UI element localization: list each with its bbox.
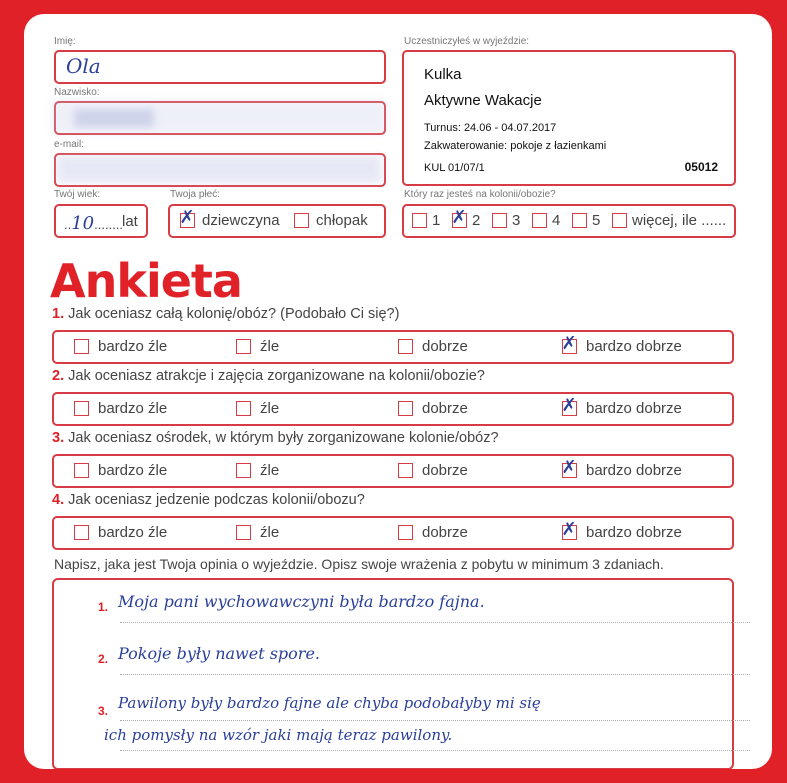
opinion-2-text: Pokoje były nawet spore. [118,644,320,663]
surname-label: Nazwisko: [54,87,100,98]
opinion-3-text-line1: Pawilony były bardzo fajne ale chyba podobałyby mi się [118,694,541,712]
q4-checkbox-bad[interactable] [236,525,251,540]
question-2-options [52,392,734,426]
checkmark-icon: ✗ [179,207,195,228]
q2-checkbox-very-bad[interactable] [74,401,89,416]
q4-checkbox-very-bad[interactable] [74,525,89,540]
question-number: 3. [52,430,65,446]
q4-checkbox-very-good[interactable] [561,519,577,540]
question-4-options [52,516,734,550]
times-checkbox-more[interactable] [612,213,627,228]
q3-option-good: dobrze [422,462,468,479]
q1-option-good: dobrze [422,338,468,355]
trip-program: Aktywne Wakacje [424,92,542,109]
q1-option-very-bad: bardzo źle [98,338,168,355]
gender-checkbox-boy[interactable] [294,213,309,228]
checkmark-icon: ✗ [561,395,577,416]
email-field[interactable] [54,153,386,187]
question-4 [52,492,365,508]
q4-option-very-good: bardzo dobrze [586,524,682,541]
survey-sheet [24,14,772,769]
checkmark-icon: ✗ [561,333,577,354]
times-option-3: 3 [512,212,521,229]
times-checkbox-5[interactable] [572,213,587,228]
gender-option-boy: chłopak [316,212,368,229]
q2-checkbox-very-good[interactable] [561,395,577,416]
question-text: Jak oceniasz całą kolonię/obóz? (Podobało Ci się?) [68,306,400,322]
q1-option-bad: źle [260,338,280,355]
q1-checkbox-very-good[interactable] [561,333,577,354]
times-option-1: 1 [432,212,441,229]
trip-accommodation: Zakwaterowanie: pokoje z łazienkami [424,140,607,152]
times-checkbox-4[interactable] [532,213,547,228]
times-option-5: 5 [592,212,601,229]
q2-option-very-good: bardzo dobrze [586,400,682,417]
checkmark-icon: ✗ [561,457,577,478]
q4-option-very-bad: bardzo źle [98,524,168,541]
q2-checkbox-good[interactable] [398,401,413,416]
q4-checkbox-good[interactable] [398,525,413,540]
times-label: Który raz jesteś na kolonii/obozie? [404,189,556,200]
redaction-overlay [52,100,386,134]
question-1-options [52,330,734,364]
question-number: 1. [52,306,65,322]
q3-option-very-bad: bardzo źle [98,462,168,479]
trip-code: KUL 01/07/1 [424,162,485,174]
trip-turnus: Turnus: 24.06 - 04.07.2017 [424,122,557,134]
question-text: Jak oceniasz ośrodek, w którym były zorganizowane kolonie/obóz? [68,430,499,446]
times-option-4: 4 [552,212,561,229]
q4-option-bad: źle [260,524,280,541]
q1-checkbox-good[interactable] [398,339,413,354]
name-label: Imię: [54,36,76,47]
question-1 [52,306,399,322]
age-field[interactable]: ..10........ lat [54,204,148,238]
age-value: 10 [71,213,95,234]
gender-option-girl: dziewczyna [202,212,280,229]
age-label: Twój wiek: [54,189,101,200]
opinion-prompt: Napisz, jaka jest Twoja opinia o wyjeździe. Opisz swoje wrażenia z pobytu w minimum 3 zdaniach. [54,556,664,572]
times-checkbox-1[interactable] [412,213,427,228]
times-checkbox-3[interactable] [492,213,507,228]
gender-checkbox-girl[interactable] [179,207,195,228]
q3-checkbox-very-bad[interactable] [74,463,89,478]
opinion-number: 2. [98,652,109,666]
trip-info-box [402,50,736,186]
trip-name: Kulka [424,66,462,83]
opinion-textarea[interactable] [52,578,734,769]
question-2 [52,368,485,384]
q2-option-very-bad: bardzo źle [98,400,168,417]
times-checkbox-2[interactable] [451,207,467,228]
email-label: e-mail: [54,139,85,150]
age-dots: ........ [94,217,124,232]
opinion-3-text-line2: ich pomysły na wzór jaki mają teraz pawilony. [104,726,453,744]
gender-group [168,204,386,238]
trip-number: 05012 [684,160,718,174]
question-text: Jak oceniasz atrakcje i zajęcia zorganizowane na kolonii/obozie? [68,368,485,384]
name-field[interactable] [54,50,386,84]
q1-checkbox-bad[interactable] [236,339,251,354]
question-number: 2. [52,368,65,384]
question-number: 4. [52,492,65,508]
gender-label: Twoja płeć: [170,189,221,200]
participant-label: Uczestniczyłeś w wyjeździe: [404,36,530,47]
q3-option-bad: źle [260,462,280,479]
q2-checkbox-bad[interactable] [236,401,251,416]
times-option-2: 2 [472,212,481,229]
question-3 [52,430,499,446]
q2-option-bad: źle [260,400,280,417]
survey-title: Ankieta [50,254,242,308]
q3-option-very-good: bardzo dobrze [586,462,682,479]
age-unit: lat [122,213,138,230]
dotted-line [120,674,750,675]
q2-option-good: dobrze [422,400,468,417]
checkmark-icon: ✗ [451,207,467,228]
name-value: Ola [66,54,101,78]
redacted-email [56,155,382,183]
opinion-number: 1. [98,600,109,614]
question-3-options [52,454,734,488]
checkmark-icon: ✗ [561,519,577,540]
dotted-line [120,750,750,751]
dotted-line [120,622,750,623]
q3-checkbox-bad[interactable] [236,463,251,478]
times-option-more: więcej, ile ...... [632,212,727,229]
q1-option-very-good: bardzo dobrze [586,338,682,355]
dotted-line [120,720,750,721]
q3-checkbox-very-good[interactable] [561,457,577,478]
q3-checkbox-good[interactable] [398,463,413,478]
opinion-number: 3. [98,704,109,718]
opinion-1-text: Moja pani wychowawczyni była bardzo fajna. [118,592,485,611]
q1-checkbox-very-bad[interactable] [74,339,89,354]
q4-option-good: dobrze [422,524,468,541]
times-group [402,204,736,238]
question-text: Jak oceniasz jedzenie podczas kolonii/obozu? [68,492,365,508]
